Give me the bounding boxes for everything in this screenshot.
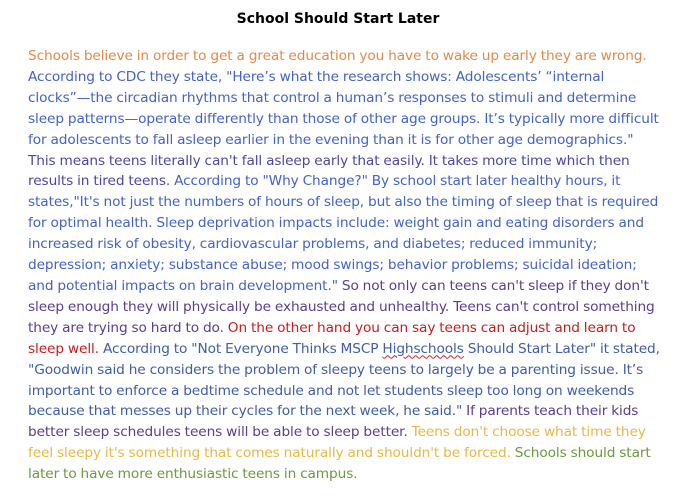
cdc-quote: According to CDC they state, "Here’s what the research shows: Adolescents’ “internal clocks”—the circadian rhythms that control a human’s responses to stimuli and determine sleep patterns—operate differently than those of other age groups. It’s typically more difficult for adolescents to fall asleep earlier in the evening than it is for other age demographics." <box>28 68 659 148</box>
cdc-explanation: This means teens literally can't fall asleep early that easily. It takes more time which then results in tired teens. <box>28 152 630 190</box>
claim-sentence: Schools believe in order to get a great education you have to wake up early they are wrong. <box>28 48 647 64</box>
mscp-explanation: If parents teach their kids better sleep schedules teens will be able to sleep better. <box>28 403 639 441</box>
why-change-quote: According to "Why Change?" By school start later healthy hours, it states,"It's not just the numbers of hours of sleep, but also the timing of sleep that is required for optimal health. Sleep deprivation impacts include: weight gain and eating disorders and increased risk of obesity, cardiovascular problems, and diabetes; reduced immunity; depression; anxiety; substance abuse; mood swings; behavior problems; suicidal ideation; and potential impacts on brain development." <box>28 173 659 294</box>
misspelled-word: Highschools <box>382 340 464 357</box>
document-title: School Should Start Later <box>236 11 440 27</box>
conclusion-sentence: Schools should start later to have more enthusiastic teens in campus. <box>28 445 651 483</box>
mscp-quote: Should Start Later" it stated, "Goodwin said he considers the problem of sleepy teens to largely be a parenting issue. It’s important to enforce a bedtime schedule and not let students sleep too long on weekends because that messes up their cycles for the next week, he said." <box>28 340 660 420</box>
rebuttal-sentence: Teens don't choose what time they feel sleepy it's something that comes naturally and shouldn't be forced. <box>28 424 646 462</box>
why-change-explanation: So not only can teens can't sleep if they don't sleep enough they will physically be exhausted and unhealthy. Teens can't control something they are trying so hard to do. <box>28 277 655 336</box>
mscp-quote-intro: According to "Not Everyone Thinks MSCP <box>99 340 383 357</box>
counterclaim-sentence: On the other hand you can say teens can adjust and learn to sleep well. <box>28 319 636 357</box>
essay-paragraph <box>28 46 661 485</box>
